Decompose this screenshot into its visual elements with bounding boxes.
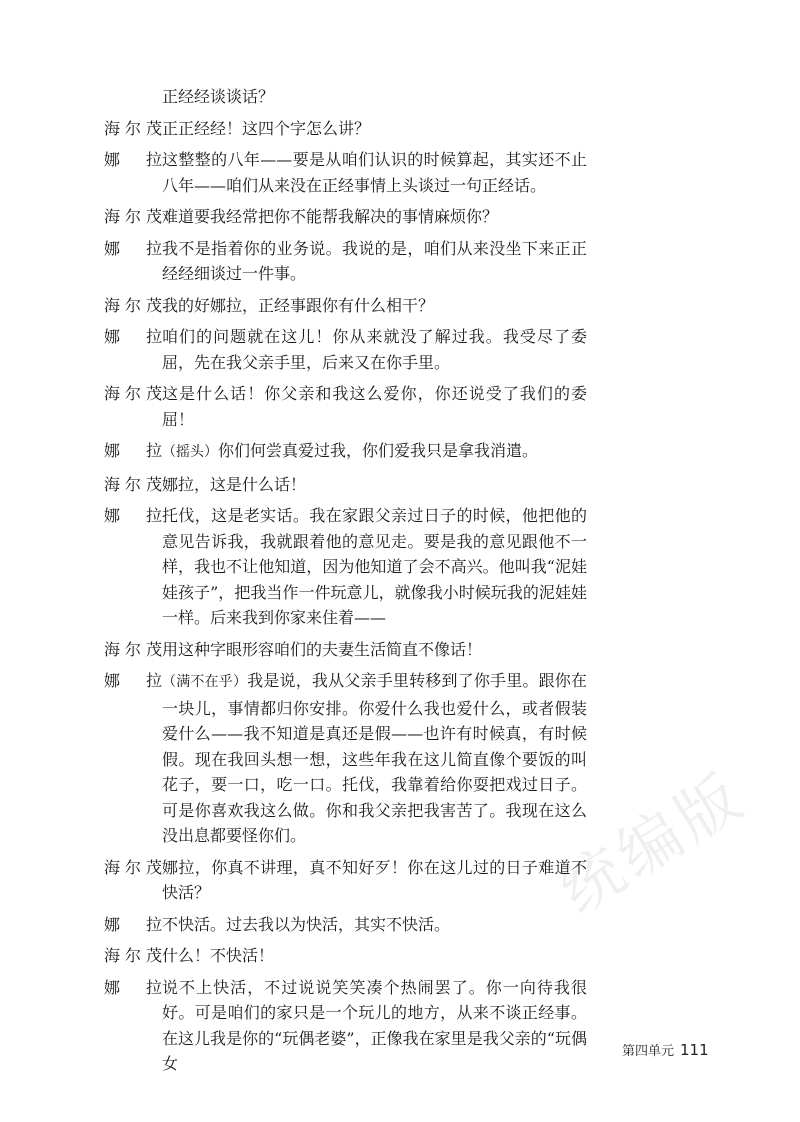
speaker-name: 娜 拉 <box>104 150 162 169</box>
speaker-name: 海尔茂 <box>104 295 162 315</box>
dialogue-entry <box>104 943 704 969</box>
dialogue-entry <box>104 637 704 663</box>
dialogue-line <box>162 503 587 631</box>
dialogue-entry <box>104 84 704 110</box>
dialogue-line <box>162 912 587 938</box>
dialogue-entry <box>104 147 704 198</box>
dialogue-entry <box>104 236 704 287</box>
dialogue-entry <box>104 381 704 432</box>
speaker-name: 海尔茂 <box>104 118 162 138</box>
dialogue-entry <box>104 293 704 319</box>
dialogue-text: 我的好娜拉，正经事跟你有什么相干？ <box>162 295 435 315</box>
dialogue-line <box>162 943 587 969</box>
dialogue-entry <box>104 668 704 849</box>
dialogue-line <box>162 637 587 663</box>
speaker-name: 娜 拉 <box>104 506 162 525</box>
dialogue-text: 用这种字眼形容咱们的夫妻生活简直不像话！ <box>162 639 483 659</box>
dialogue-entry <box>104 116 704 142</box>
unit-label: 第四单元 <box>622 1044 675 1059</box>
dialogue-line <box>162 84 587 110</box>
stage-direction: （满不在乎） <box>162 674 248 690</box>
speaker-name: 娜 拉 <box>104 238 162 258</box>
dialogue-text: 咱们的问题就在这儿！你从来就没了解过我。我受尽了委屈，先在我父亲手里，后来又在你手里。 <box>162 327 587 372</box>
dialogue-entry <box>104 472 704 498</box>
dialogue-body <box>104 84 704 1083</box>
dialogue-entry <box>104 975 704 1077</box>
speaker-name: 娜 拉 <box>104 441 162 460</box>
dialogue-line <box>162 236 587 287</box>
dialogue-line <box>162 116 587 142</box>
dialogue-line <box>162 204 587 230</box>
speaker-name: 海尔茂 <box>104 474 162 494</box>
dialogue-text: 娜拉，你真不讲理，真不知好歹！你在这儿过的日子难道不快活？ <box>162 857 587 902</box>
dialogue-line <box>162 668 587 849</box>
dialogue-text: 不快活。过去我以为快活，其实不快活。 <box>162 914 451 934</box>
dialogue-text: 我不是指着你的业务说。我说的是，咱们从来没坐下来正正经经细谈过一件事。 <box>162 238 587 283</box>
dialogue-entry <box>104 503 704 631</box>
dialogue-text: 正正经经！这四个字怎么讲？ <box>162 118 371 138</box>
dialogue-text: 你们何尝真爱过我，你们爱我只是拿我消遣。 <box>218 441 539 460</box>
dialogue-text: 说不上快活，不过说说笑笑凑个热闹罢了。你一向待我很好。可是咱们的家只是一个玩儿的地方，从来不谈正经事。在这儿我是你的“玩偶老婆”，正像我在家里是我父亲的“玩偶女 <box>162 977 587 1073</box>
dialogue-text: 这整整的八年——要是从咱们认识的时候算起，其实还不止八年——咱们从来没在正经事情上头谈过一句正经话。 <box>162 150 587 195</box>
speaker-name <box>104 84 162 110</box>
dialogue-entry <box>104 438 704 466</box>
dialogue-text: 难道要我经常把你不能帮我解决的事情麻烦你？ <box>162 207 499 226</box>
dialogue-text: 这是什么话！你父亲和我这么爱你，你还说受了我们的委屈！ <box>162 384 587 429</box>
page-footer <box>622 1040 709 1059</box>
speaker-name: 海尔茂 <box>104 207 162 226</box>
speaker-name: 海尔茂 <box>104 946 162 965</box>
dialogue-line <box>162 381 587 432</box>
dialogue-line <box>162 855 587 906</box>
dialogue-entry <box>104 324 704 375</box>
speaker-name: 娜 拉 <box>104 914 162 934</box>
dialogue-entry <box>104 855 704 906</box>
dialogue-text: 我是说，我从父亲手里转移到了你手里。跟你在一块儿，事情都归你安排。你爱什么我也爱什么，或者假装爱什么——我不知道是真还是假——也许有时候真，有时候假。现在我回头想一想，这些年我在这儿简直像个要饭的叫花子，要一口，吃一口。托伐，我靠着给你耍把戏过日子。可是你喜欢我这么做。你和我父亲把我害苦了。我现在这么没出息都要怪你们。 <box>162 671 587 845</box>
dialogue-line <box>162 472 587 498</box>
dialogue-text: 什么！不快活！ <box>162 946 275 965</box>
dialogue-line <box>162 975 587 1077</box>
dialogue-line <box>162 438 587 466</box>
speaker-name: 海尔茂 <box>104 384 162 403</box>
dialogue-entry <box>104 204 704 230</box>
dialogue-line <box>162 147 587 198</box>
dialogue-line <box>162 324 587 375</box>
stage-direction: （摇头） <box>162 444 218 460</box>
dialogue-text: 娜拉，这是什么话！ <box>162 474 307 494</box>
speaker-name: 娜 拉 <box>104 327 162 346</box>
dialogue-line <box>162 293 587 319</box>
page-number: 111 <box>680 1041 709 1059</box>
dialogue-text: 托伐，这是老实话。我在家跟父亲过日子的时候，他把他的意见告诉我，我就跟着他的意见走。要是我的意见跟他不一样，我也不让他知道，因为他知道了会不高兴。他叫我“泥娃娃孩子”，把我当作一件玩意儿，就像我小时候玩我的泥娃娃一样。后来我到你家来住着—— <box>162 506 587 627</box>
dialogue-text: 正经经谈谈话？ <box>162 87 275 106</box>
speaker-name: 娜 拉 <box>104 977 162 997</box>
speaker-name: 娜 拉 <box>104 671 162 690</box>
watermark: 统编版 <box>546 757 759 928</box>
speaker-name: 海尔茂 <box>104 639 162 659</box>
speaker-name: 海尔茂 <box>104 857 162 877</box>
dialogue-entry <box>104 912 704 938</box>
